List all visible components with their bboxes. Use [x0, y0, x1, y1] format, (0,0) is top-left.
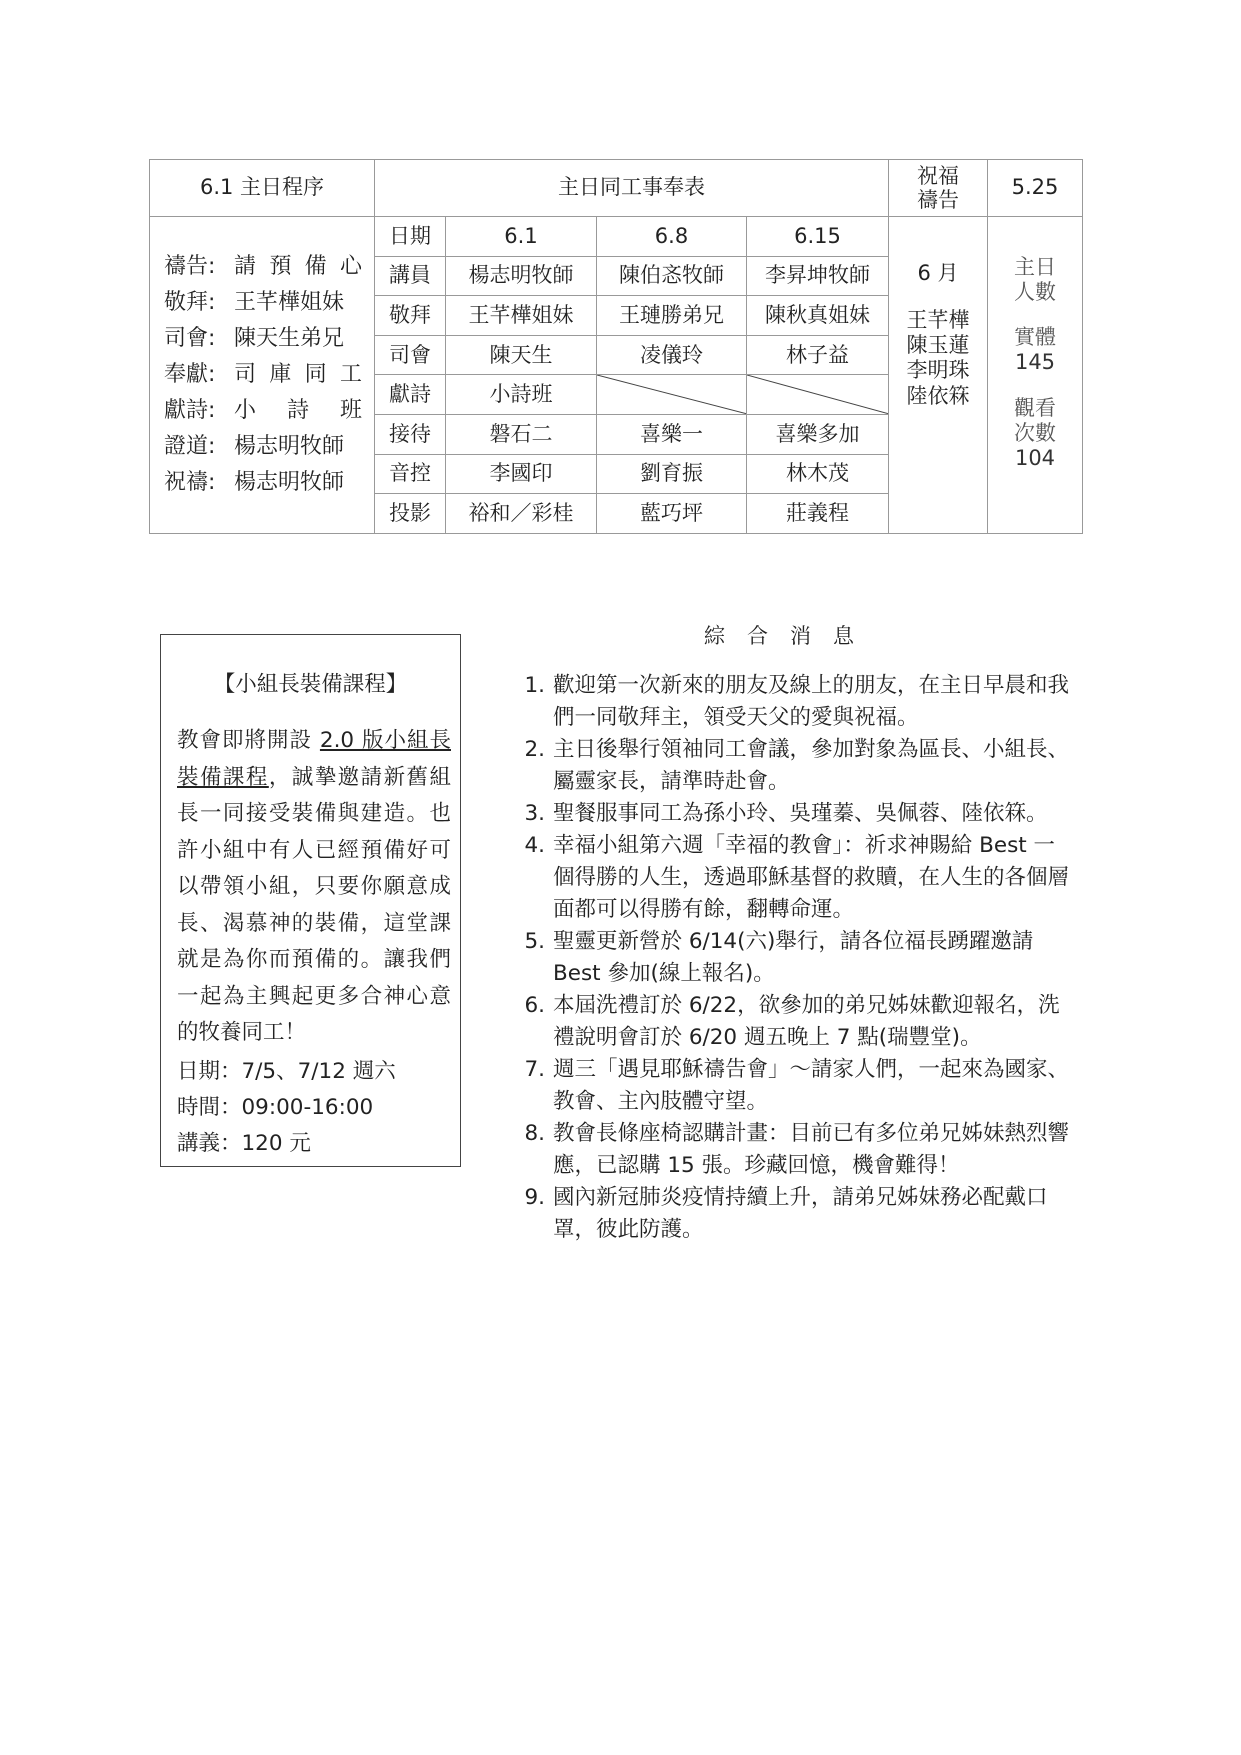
service-order-item: [164, 321, 374, 357]
news-item: [511, 670, 1071, 734]
news-item-number: 4.: [524, 833, 545, 858]
table-cell: 講員: [375, 256, 446, 296]
views-count: 104: [1014, 446, 1056, 471]
news-item: [511, 990, 1071, 1054]
table-cell: 裕和／彩桂: [446, 494, 597, 534]
views-label: 次數: [1014, 420, 1056, 445]
news-item: [511, 734, 1071, 798]
service-order-text: 楊志明牧師: [234, 433, 345, 459]
news-item-text: 本屆洗禮訂於 6/22，欲參加的弟兄姊妹歡迎報名，洗禮說明會訂於 6/20 週五晚上 7 點(瑞豐堂)。: [553, 993, 1060, 1050]
table-cell: 磐石二: [446, 415, 597, 455]
news-item: [511, 1182, 1071, 1246]
news-item-text: 週三「遇見耶穌禱告會」～請家人們，一起來為國家、教會、主內肢體守望。: [553, 1057, 1070, 1114]
service-order-text: 班: [339, 397, 362, 423]
course-name: 2.0 版小組長裝備課程: [177, 728, 451, 790]
news-item-number: 8.: [524, 1121, 545, 1146]
service-order-item: [164, 393, 374, 429]
service-order-text: 請: [234, 253, 257, 279]
service-order-text: 陳天生弟兄: [234, 325, 345, 351]
table-cell: 林木茂: [747, 454, 889, 494]
prayer-month-cell: [889, 216, 988, 533]
news-item-text: 聖靈更新營於 6/14(六)舉行，請各位福長踴躍邀請 Best 參加(線上報名)。: [553, 929, 1034, 986]
empty-slash-cell: [747, 375, 889, 415]
blessing-title: [889, 160, 988, 217]
course-title: 【小組長裝備課程】: [213, 672, 408, 697]
service-order-role: 獻詩:: [164, 397, 216, 423]
prayer-name: 陸依箖: [906, 383, 970, 408]
table-cell: 李昇坤牧師: [747, 256, 889, 296]
prayer-month: 6 月: [917, 260, 959, 285]
table-header-date-3: 6.15: [747, 216, 889, 256]
service-order-person: [234, 398, 362, 424]
views-label: 觀看: [1014, 395, 1056, 420]
prayer-name: 王芊樺: [906, 308, 970, 333]
service-order-item: [164, 465, 374, 501]
diagonal-line: [597, 375, 746, 414]
course-description: [177, 723, 451, 1052]
service-order-text: 詩: [286, 397, 309, 423]
news-item-text: 主日後舉行領袖同工會議，參加對象為區長、小組長、屬靈家長，請準時赴會。: [553, 737, 1070, 794]
course-text: ，誠摯邀請新舊組長一同接受裝備與建造。也許小組中有人已經預備好可以帶領小組，只要你願意成長、渴慕神的裝備，這堂課就是為你而預備的。讓我們一起為主興起更多合神心意的牧養同工！: [177, 764, 451, 1045]
table-cell: 李國印: [446, 454, 597, 494]
table-cell: 喜樂多加: [747, 415, 889, 455]
service-order-role: 敬拜:: [164, 289, 216, 315]
news-item: [511, 1118, 1071, 1182]
table-cell: 王璉勝弟兄: [597, 296, 747, 336]
service-order-item: [164, 285, 374, 321]
table-cell: 藍巧坪: [597, 494, 747, 534]
service-order-text: 楊志明牧師: [234, 469, 345, 495]
service-order-person: [234, 362, 362, 388]
service-order-person: [234, 470, 362, 496]
table-cell: 獻詩: [375, 375, 446, 415]
table-cell: 楊志明牧師: [446, 256, 597, 296]
service-order-person: [234, 290, 362, 316]
news-list: [511, 670, 1071, 1246]
table-cell: 陳天生: [446, 335, 597, 375]
service-order-text: 心: [339, 253, 362, 279]
course-fee: 講義：120 元: [177, 1131, 311, 1156]
table-cell: 司會: [375, 335, 446, 375]
service-order-person: [234, 434, 362, 460]
blessing-date: 5.25: [988, 160, 1083, 217]
table-cell: 音控: [375, 454, 446, 494]
service-order-text: 工: [339, 361, 362, 387]
service-order-item: [164, 357, 374, 393]
course-date: 日期：7/5、7/12 週六: [177, 1059, 396, 1084]
service-order-role: 司會:: [164, 325, 216, 351]
news-item-number: 2.: [524, 737, 545, 762]
service-order-item: [164, 429, 374, 465]
leader-course-box: [160, 634, 461, 1167]
diagonal-line: [747, 375, 888, 414]
service-order-role: 禱告:: [164, 253, 216, 279]
table-cell: 喜樂一: [597, 415, 747, 455]
table-cell: 林子益: [747, 335, 889, 375]
table-cell: 劉育振: [597, 454, 747, 494]
news-item-number: 1.: [524, 673, 545, 698]
news-item-text: 幸福小組第六週「幸福的教會」：祈求神賜給 Best 一個得勝的人生，透過耶穌基督的救贖，在人生的各個層面都可以得勝有餘，翻轉命運。: [553, 833, 1070, 922]
service-order-role: 奉獻:: [164, 361, 216, 387]
news-item-number: 7.: [524, 1057, 545, 1082]
news-item-text: 教會長條座椅認購計畫：目前已有多位弟兄姊妹熱烈響應，已認購 15 張。珍藏回憶，機會難得！: [553, 1121, 1070, 1178]
attendance-label: 人數: [1014, 280, 1056, 305]
empty-slash-cell: [597, 375, 747, 415]
table-cell: 敬拜: [375, 296, 446, 336]
news-item: [511, 1054, 1071, 1118]
attendance-label: 主日: [1014, 254, 1056, 279]
news-item: [511, 926, 1071, 990]
news-item-text: 聖餐服事同工為孫小玲、吳瑾蓁、吳佩蓉、陸依箖。: [553, 801, 1048, 826]
service-order-person: [234, 254, 362, 280]
news-title: 綜合消息: [704, 624, 876, 648]
table-cell: 莊義程: [747, 494, 889, 534]
news-item-number: 5.: [524, 929, 545, 954]
news-item: [511, 830, 1071, 926]
table-cell: 陳秋真姐妹: [747, 296, 889, 336]
attendance-cell: [988, 216, 1083, 533]
service-order-list: [164, 249, 374, 501]
table-header-date: 日期: [375, 216, 446, 256]
prayer-name: 李明珠: [906, 358, 970, 383]
service-title: 主日同工事奉表: [375, 160, 889, 217]
program-title: 6.1 主日程序: [150, 160, 375, 217]
service-order-role: 祝禱:: [164, 469, 216, 495]
table-cell: 接待: [375, 415, 446, 455]
service-order-text: 備: [304, 253, 327, 279]
table-header-date-2: 6.8: [597, 216, 747, 256]
table-cell: 凌儀玲: [597, 335, 747, 375]
service-order-text: 同: [304, 361, 327, 387]
news-item: [511, 798, 1071, 830]
prayer-name: 陳玉蓮: [906, 333, 970, 358]
service-order-role: 證道:: [164, 433, 216, 459]
service-order-text: 司: [234, 361, 257, 387]
service-order-text: 預: [269, 253, 292, 279]
inperson-count: 145: [1014, 350, 1056, 375]
table-cell: 王芊樺姐妹: [446, 296, 597, 336]
service-order: [150, 216, 375, 533]
service-order-item: [164, 249, 374, 285]
news-item-number: 9.: [524, 1185, 545, 1210]
table-header-date-1: 6.1: [446, 216, 597, 256]
blessing-title-text: 祝福禱告: [917, 163, 959, 212]
service-order-person: [234, 326, 362, 352]
course-time: 時間：09:00-16:00: [177, 1095, 374, 1120]
table-cell: 小詩班: [446, 375, 597, 415]
service-order-text: 王芊樺姐妹: [234, 289, 345, 315]
table-cell: 陳伯忞牧師: [597, 256, 747, 296]
schedule-table: [149, 159, 1083, 534]
service-order-text: 庫: [269, 361, 292, 387]
news-item-text: 國內新冠肺炎疫情持續上升，請弟兄姊妹務必配戴口罩，彼此防護。: [553, 1185, 1048, 1242]
news-item-text: 歡迎第一次新來的朋友及線上的朋友，在主日早晨和我們一同敬拜主，領受天父的愛與祝福。: [553, 673, 1070, 730]
course-text: 教會即將開設: [177, 728, 320, 753]
news-item-number: 6.: [524, 993, 545, 1018]
news-item-number: 3.: [524, 801, 545, 826]
table-cell: 投影: [375, 494, 446, 534]
service-order-text: 小: [234, 397, 257, 423]
inperson-label: 實體: [1014, 325, 1056, 350]
